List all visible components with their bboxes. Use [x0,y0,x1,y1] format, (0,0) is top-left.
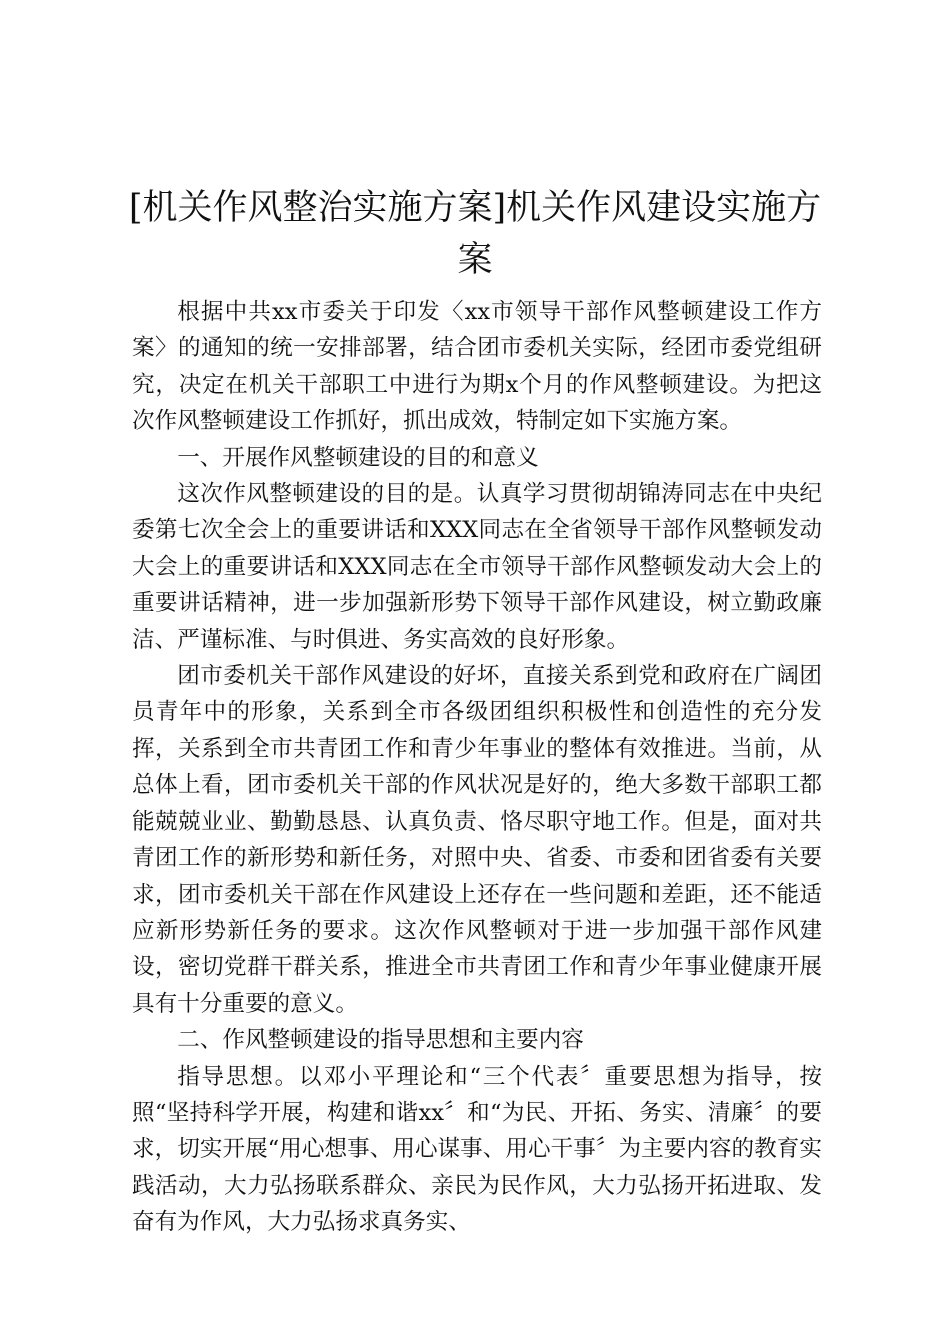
guiding-thought-paragraph: 指导思想。以邓小平理论和“三个代表〞重要思想为指导，按照“坚持科学开展，构建和谐xx〞和“为民、开拓、务实、清廉〞的要求，切实开展“用心想事、用心谋事、用心干事〞为主要内容的教育实践活动，大力弘扬联系群众、亲民为民作风，大力弘扬开拓进取、发奋有为作风，大力弘扬求真务实、 [132,1063,822,1236]
document-title: [机关作风整治实施方案]机关作风建设实施方案 [128,188,822,280]
intro-paragraph: 根据中共xx市委关于印发〈xx市领导干部作风整顿建设工作方案〉的通知的统一安排部署，结合团市委机关实际，经团市委党组研究，决定在机关干部职工中进行为期x个月的作风整顿建设。为把这次作风整顿建设工作抓好，抓出成效，特制定如下实施方案。 [132,299,822,435]
section-heading-1: 一、开展作风整顿建设的目的和意义 [177,444,539,471]
section-heading-2: 二、作风整顿建设的指导思想和主要内容 [177,1027,584,1054]
significance-paragraph: 团市委机关干部作风建设的好坏，直接关系到党和政府在广阔团员青年中的形象，关系到全市各级团组织积极性和创造性的充分发挥，关系到全市共青团工作和青少年事业的整体有效推进。当前，从总体上看，团市委机关干部的作风状况是好的，绝大多数干部职工都能兢兢业业、勤勤恳恳、认真负责、恪尽职守地工作。但是，面对共青团工作的新形势和新任务，对照中央、省委、市委和团省委有关要求，团市委机关干部在作风建设上还存在一些问题和差距，还不能适应新形势新任务的要求。这次作风整顿对于进一步加强干部作风建设，密切党群干群关系，推进全市共青团工作和青少年事业健康开展具有十分重要的意义。 [132,663,822,1017]
purpose-paragraph: 这次作风整顿建设的目的是。认真学习贯彻胡锦涛同志在中央纪委第七次全会上的重要讲话和XXX同志在全省领导干部作风整顿发动大会上的重要讲话和XXX同志在全市领导干部作风整顿发动大会上的重要讲话精神，进一步加强新形势下领导干部作风建设，树立勤政廉洁、严谨标准、与时俱进、务实高效的良好形象。 [132,481,822,653]
document-body [132,294,822,1241]
